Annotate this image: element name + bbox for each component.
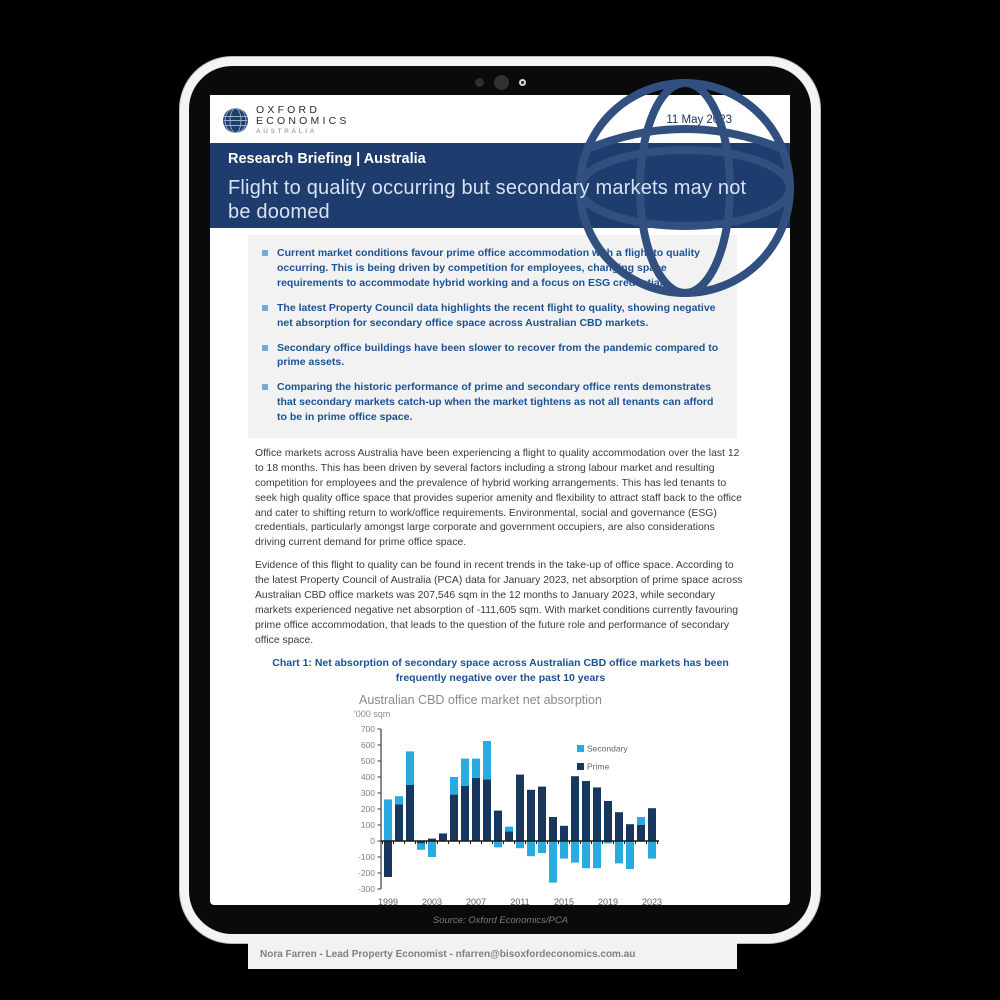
bar-segment <box>637 817 645 825</box>
bar-segment <box>538 786 546 840</box>
source-note: Source: Oxford Economics/PCA <box>432 914 569 926</box>
bar-segment <box>626 824 634 841</box>
bar-segment <box>461 758 469 785</box>
chart-units-label: '000 sqm <box>354 708 391 719</box>
bar-segment <box>560 826 568 841</box>
bar-segment <box>626 841 634 869</box>
camera-lens-icon <box>519 79 526 86</box>
bar-segment <box>582 841 590 868</box>
bar-segment <box>450 777 458 795</box>
bar-segment <box>582 781 590 841</box>
bar-segment <box>483 741 491 779</box>
bar-segment <box>384 841 392 877</box>
bullet-square-icon <box>262 305 268 311</box>
bar-segment <box>571 841 579 863</box>
svg-text:-300: -300 <box>357 883 375 894</box>
svg-text:2015: 2015 <box>553 896 575 907</box>
svg-text:2011: 2011 <box>510 896 530 907</box>
svg-text:700: 700 <box>360 723 375 734</box>
bar-segment <box>593 787 601 841</box>
bar-segment <box>384 799 392 841</box>
paragraph: Office markets across Australia have been experiencing a flight to quality accommodation over the last 12 to 18 months. This has been driven by several factors including a strong labour market and resulting competition for employees and the prevalence of hybrid working arrangements. This has led tenants to seek high quality office space that provides superior amenity and flexibility to attract staff back to the office and cater to shifting return to work/office requirements. Environmental, social and governance (ESG) credentials, particularly amongst large corporate and government occupiers, are also considerations driving current demand for prime office space. <box>255 448 742 549</box>
bar-segment <box>527 790 535 841</box>
bar-segment <box>571 776 579 841</box>
bar-segment <box>560 841 568 859</box>
report-type-label: Research Briefing | Australia <box>228 151 426 167</box>
bar-segment <box>439 833 447 834</box>
bar-segment <box>417 843 425 849</box>
bullet-text: Secondary office buildings have been slower to recover from the pandemic compared to prime assets. <box>277 341 719 369</box>
bar-segment <box>505 831 513 841</box>
legend-label: Prime <box>587 761 610 772</box>
svg-text:-200: -200 <box>357 867 375 878</box>
list-item <box>262 341 719 371</box>
bar-segment <box>615 812 623 841</box>
tablet-frame <box>180 57 820 960</box>
bullet-square-icon <box>262 250 268 256</box>
bar-segment <box>428 841 436 857</box>
svg-text:2003: 2003 <box>421 896 443 907</box>
svg-text:-100: -100 <box>357 851 375 862</box>
bar-segment <box>549 817 557 841</box>
body-copy <box>255 447 746 648</box>
bar-segment <box>494 810 502 840</box>
bar-segment <box>648 808 656 841</box>
oxford-economics-logo <box>222 105 350 136</box>
bar-segment <box>483 779 491 841</box>
svg-text:2023: 2023 <box>641 896 663 907</box>
list-item <box>262 380 719 425</box>
globe-logo-icon <box>222 107 249 134</box>
svg-text:600: 600 <box>360 739 375 750</box>
svg-text:1999: 1999 <box>377 896 399 907</box>
svg-text:300: 300 <box>360 787 375 798</box>
legend-label: Secondary <box>587 743 628 754</box>
bars <box>384 741 656 883</box>
document-header <box>210 95 790 143</box>
svg-text:0: 0 <box>370 835 375 846</box>
report-title: Flight to quality occurring but secondary markets may not be doomed <box>228 177 747 224</box>
chart-block <box>353 693 689 913</box>
chart-caption: Chart 1: Net absorption of secondary space across Australian CBD office markets has been frequently negative over the past 10 years <box>272 657 729 685</box>
bar-segment <box>450 794 458 840</box>
bar-segment <box>516 774 524 840</box>
sensor-dot-icon <box>475 78 484 87</box>
bar-segment <box>593 841 601 868</box>
chart-title: Australian CBD office market net absorption <box>359 692 602 707</box>
net-absorption-chart <box>353 721 689 913</box>
bar-segment <box>505 826 513 831</box>
bullet-text: The latest Property Council data highlights the recent flight to quality, showing negative net absorption for secondary office space across Australian CBD markets. <box>277 301 716 329</box>
camera-cluster <box>189 73 811 91</box>
bar-segment <box>494 841 502 847</box>
svg-text:500: 500 <box>360 755 375 766</box>
document-page <box>210 95 790 960</box>
logo-line-3: AUSTRALIA <box>256 127 317 135</box>
logo-line-1: OXFORD <box>256 103 321 116</box>
logo-line-2: ECONOMICS <box>256 114 350 127</box>
bullet-square-icon <box>262 345 268 351</box>
bar-segment <box>395 796 403 804</box>
bar-segment <box>439 834 447 841</box>
camera-icon <box>494 75 509 90</box>
logo-wordmark <box>256 105 350 136</box>
bar-segment <box>516 841 524 848</box>
svg-text:2019: 2019 <box>597 896 619 907</box>
bullet-text: Comparing the historic performance of prime and secondary office rents demonstrates that secondary markets catch-up when the market tightens as not all tenants can afford to be in prime office space. <box>277 381 714 424</box>
bar-segment <box>472 778 480 841</box>
author-contact: Nora Farren - Lead Property Economist - nfarren@bisoxfordeconomics.com.au <box>260 948 636 960</box>
bar-segment <box>538 841 546 853</box>
bar-segment <box>406 751 414 785</box>
publication-date: 11 May 2023 <box>666 114 732 126</box>
bullet-text: Current market conditions favour prime office accommodation with a flight to quality occurring. This is being driven by competition for employees, changing space requirements to accommodate hybrid working and a focus on ESG credentials. <box>277 247 700 289</box>
author-footer <box>248 937 737 969</box>
bullet-square-icon <box>262 384 268 390</box>
svg-text:2007: 2007 <box>465 896 487 907</box>
list-item <box>262 246 719 291</box>
svg-text:200: 200 <box>360 803 375 814</box>
bar-segment <box>461 786 469 841</box>
key-points-box <box>248 235 737 438</box>
legend-swatch <box>577 763 584 770</box>
legend-swatch <box>577 745 584 752</box>
bar-segment <box>604 801 612 841</box>
list-item <box>262 301 719 331</box>
bar-segment <box>648 841 656 859</box>
bar-segment <box>472 758 480 777</box>
bar-segment <box>406 785 414 841</box>
bar-segment <box>615 841 623 863</box>
svg-text:100: 100 <box>360 819 375 830</box>
svg-text:400: 400 <box>360 771 375 782</box>
bar-segment <box>549 841 557 883</box>
paragraph: Evidence of this flight to quality can be found in recent trends in the take-up of office space. According to the latest Property Council of Australia (PCA) data for January 2023, net absorption of prime space across Australian CBD office markets was 207,546 sqm in the 12 months to January 2023, while secondary markets experienced negative net absorption of -111,605 sqm. With market conditions currently favouring prime office accommodation, that leads to the question of the future role and performance of secondary office space. <box>255 560 743 646</box>
bar-segment <box>395 804 403 841</box>
bar-segment <box>637 825 645 841</box>
bar-segment <box>527 841 535 856</box>
title-banner <box>210 143 790 228</box>
